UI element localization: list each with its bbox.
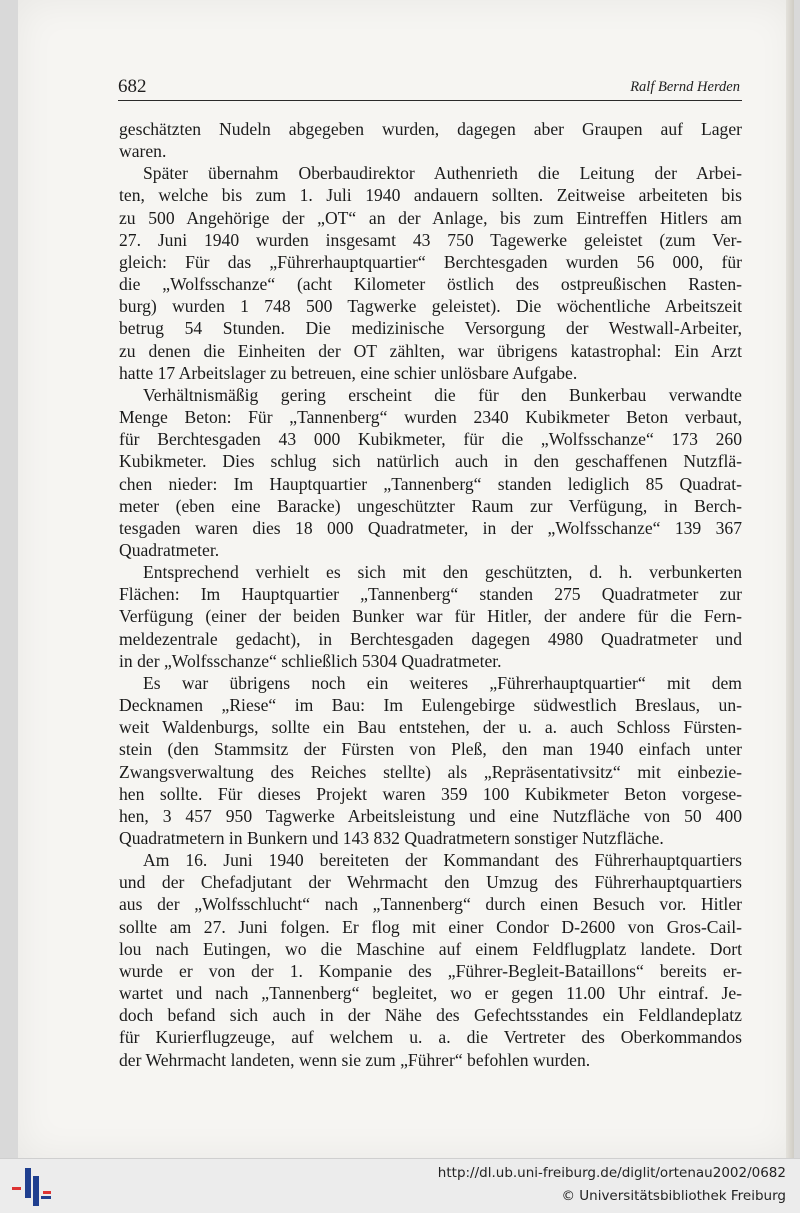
text-line: 27. Juni 1940 wurden insgesamt 43 750 Tagewerke geleistet (zum Ver- (119, 229, 742, 250)
text-line: Menge Beton: Für „Tannenberg“ wurden 2340 Kubikmeter Beton verbaut, (119, 407, 742, 428)
permalink-url[interactable]: http://dl.ub.uni-freiburg.de/diglit/ortenau2002/0682 (437, 1165, 786, 1181)
text-line: geschätzten Nudeln abgegeben wurden, dagegen aber Graupen auf Lager (119, 119, 742, 139)
text-line: Entsprechend verhielt es sich mit den geschützten, d. h. verbunkerten (143, 562, 742, 583)
text-line: Am 16. Juni 1940 bereiteten der Kommandant des Führerhauptquartiers (143, 850, 742, 871)
page-number: 682 (118, 76, 147, 97)
copyright-notice: © Universitätsbibliothek Freiburg (561, 1188, 786, 1204)
text-line: zu denen die Einheiten der OT zählten, war übrigens katastrophal: Ein Arzt (119, 340, 742, 361)
text-line: Quadratmeter. (119, 539, 220, 560)
text-line: tesgaden waren dies 18 000 Quadratmeter, in der „Wolfsschanze“ 139 367 (119, 517, 742, 538)
text-line: doch befand sich auch in der Nähe des Gefechtsstandes ein Feldlandeplatz (119, 1005, 742, 1026)
text-line: betrug 54 Stunden. Die medizinische Versorgung der Westwall-Arbeiter, (119, 318, 742, 339)
text-line: die „Wolfsschanze“ (acht Kilometer östlich des ostpreußischen Rasten- (119, 274, 742, 295)
running-head-author: Ralf Bernd Herden (630, 79, 740, 95)
text-line: weit Waldenburgs, sollte ein Bau entstehen, der u. a. auch Schloss Fürsten- (119, 717, 742, 738)
text-line: Flächen: Im Hauptquartier „Tannenberg“ standen 275 Quadratmeter zur (119, 584, 742, 605)
page-header (118, 74, 742, 101)
text-line: Später übernahm Oberbaudirektor Authenrieth die Leitung der Arbei- (143, 163, 742, 184)
text-line: hen, 3 457 950 Tagwerke Arbeitsleistung und eine Nutzfläche von 50 400 (119, 805, 742, 826)
text-line: für Berchtesgaden 43 000 Kubikmeter, für die „Wolfsschanze“ 173 260 (119, 429, 742, 450)
page-edge (786, 0, 794, 1158)
text-line: Kubikmeter. Dies schlug sich natürlich auch in den geschaffenen Nutzflä- (119, 451, 742, 472)
text-line: meter (eben eine Baracke) ungeschützter Raum zur Verfügung, in Berch- (119, 495, 742, 516)
text-line: aus der „Wolfsschlucht“ nach „Tannenberg“ durch einen Besuch vor. Hitler (119, 894, 742, 915)
text-line: sollte am 27. Juni folgen. Er flog mit einer Condor D-2600 von Gros-Cail- (119, 916, 742, 937)
text-line: Es war übrigens noch ein weiteres „Führerhauptquartier“ mit dem (143, 672, 742, 693)
body-text (119, 118, 742, 1071)
text-line: waren. (119, 141, 167, 162)
text-line: in der „Wolfsschanze“ schließlich 5304 Quadratmeter. (119, 650, 502, 671)
text-line: wurde er von der 1. Kompanie des „Führer-Begleit-Bataillons“ bereits er- (119, 960, 742, 981)
text-line: für Kurierflugzeuge, auf welchem u. a. die Vertreter des Oberkommandos (119, 1027, 742, 1048)
viewer-footer (0, 1158, 800, 1213)
text-line: burg) wurden 1 748 500 Tagwerke geleistet). Die wöchentliche Arbeitszeit (119, 296, 742, 317)
text-line: ten, welche bis zum 1. Juli 1940 andauern sollten. Zeitweise arbeiteten bis (119, 185, 742, 206)
text-line: stein (den Stammsitz der Fürsten von Pleß, den man 1940 einfach unter (119, 739, 742, 760)
text-line: hen sollte. Für dieses Projekt waren 359 100 Kubikmeter Beton vorgese- (119, 783, 742, 804)
text-line: Quadratmetern in Bunkern und 143 832 Quadratmetern sonstiger Nutzfläche. (119, 828, 664, 848)
text-line: lou nach Eutingen, wo die Maschine auf einem Feldflugplatz landete. Dort (119, 938, 742, 959)
library-logo-icon (8, 1165, 54, 1209)
text-line: hatte 17 Arbeitslager zu betreuen, eine schier unlösbare Aufgabe. (119, 362, 578, 383)
text-line: Verhältnismäßig gering erscheint die für den Bunkerbau verwandte (143, 384, 742, 405)
book-page (18, 0, 794, 1158)
text-line: der Wehrmacht landeten, wenn sie zum „Führer“ befohlen wurden. (119, 1049, 591, 1070)
text-line: wartet und nach „Tannenberg“ begleitet, wo er gegen 11.00 Uhr eintraf. Je- (119, 983, 742, 1004)
text-line: chen nieder: Im Hauptquartier „Tannenberg“ standen lediglich 85 Quadrat- (119, 473, 742, 494)
text-line: Decknamen „Riese“ im Bau: Im Eulengebirge südwestlich Breslaus, un- (119, 695, 742, 716)
text-line: gleich: Für das „Führerhauptquartier“ Berchtesgaden wurden 56 000, für (119, 251, 742, 272)
text-line: meldezentrale gedacht), in Berchtesgaden dagegen 4980 Quadratmeter und (119, 628, 742, 649)
text-line: zu 500 Angehörige der „OT“ an der Anlage, bis zum Eintreffen Hitlers am (119, 207, 742, 228)
text-line: Zwangsverwaltung des Reiches stellte) als „Repräsentativsitz“ mit einbezie- (119, 761, 742, 782)
text-line: Verfügung (einer der beiden Bunker war für Hitler, der andere für die Fern- (119, 606, 742, 627)
text-line: und der Chefadjutant der Wehrmacht den Umzug des Führerhauptquartiers (119, 872, 742, 893)
